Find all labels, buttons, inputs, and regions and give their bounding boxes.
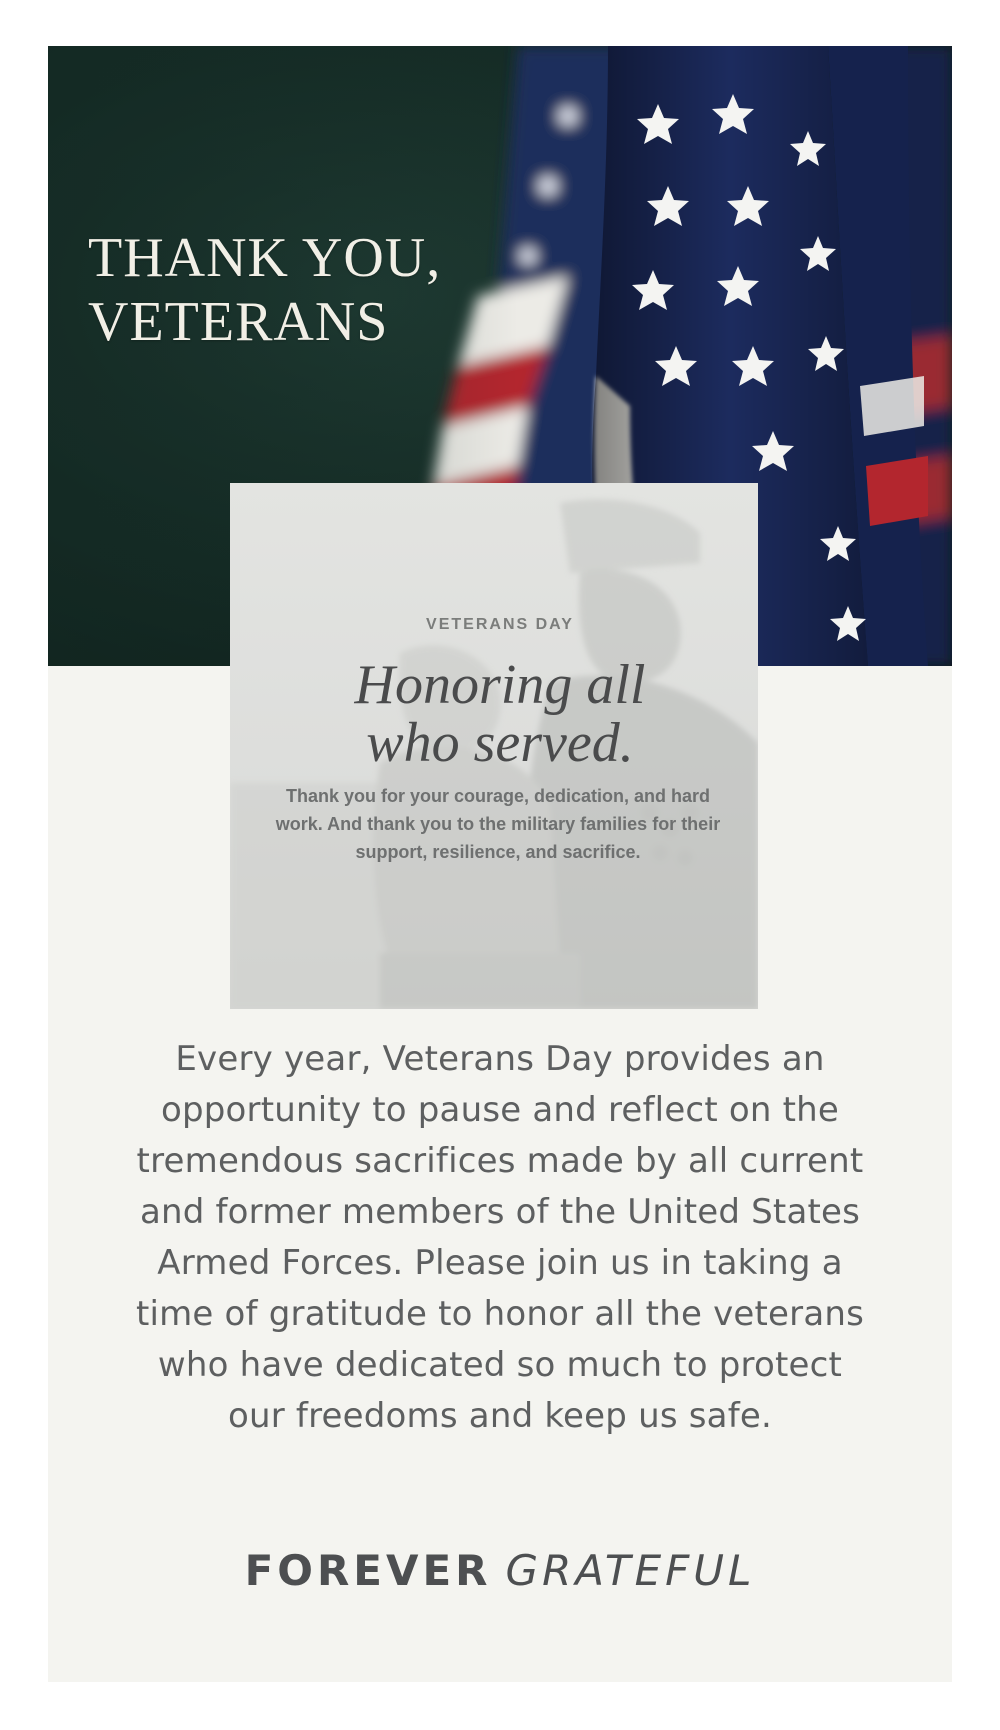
veterans-day-card: [48, 46, 952, 1682]
overlay-heading-line-2: who served.: [366, 712, 634, 774]
hero-title: [88, 226, 508, 354]
overlay-heading-line-1: Honoring all: [354, 654, 646, 716]
overlay-kicker: VETERANS DAY: [426, 616, 574, 633]
hero-title-line-1: THANK YOU,: [88, 227, 442, 289]
overlay-body: Thank you for your courage, dedication, and hard work. And thank you to the military families for their support, resilience, and sacrifice.: [275, 786, 721, 862]
hero-title-line-2: VETERANS: [88, 291, 389, 353]
overlay-heading: [48, 656, 952, 772]
signoff: [48, 1546, 952, 1595]
signoff-italic: GRATEFUL: [505, 1546, 756, 1595]
signoff-bold: FOREVER: [244, 1546, 492, 1595]
main-paragraph: Every year, Veterans Day provides an opportunity to pause and reflect on the tremendous sacrifices made by all current and former members of the United States Armed Forces. Please join us in taking a time of gratitude to honor all the veterans who have dedicated so much to protect our freedoms and keep us safe.: [135, 1039, 865, 1436]
